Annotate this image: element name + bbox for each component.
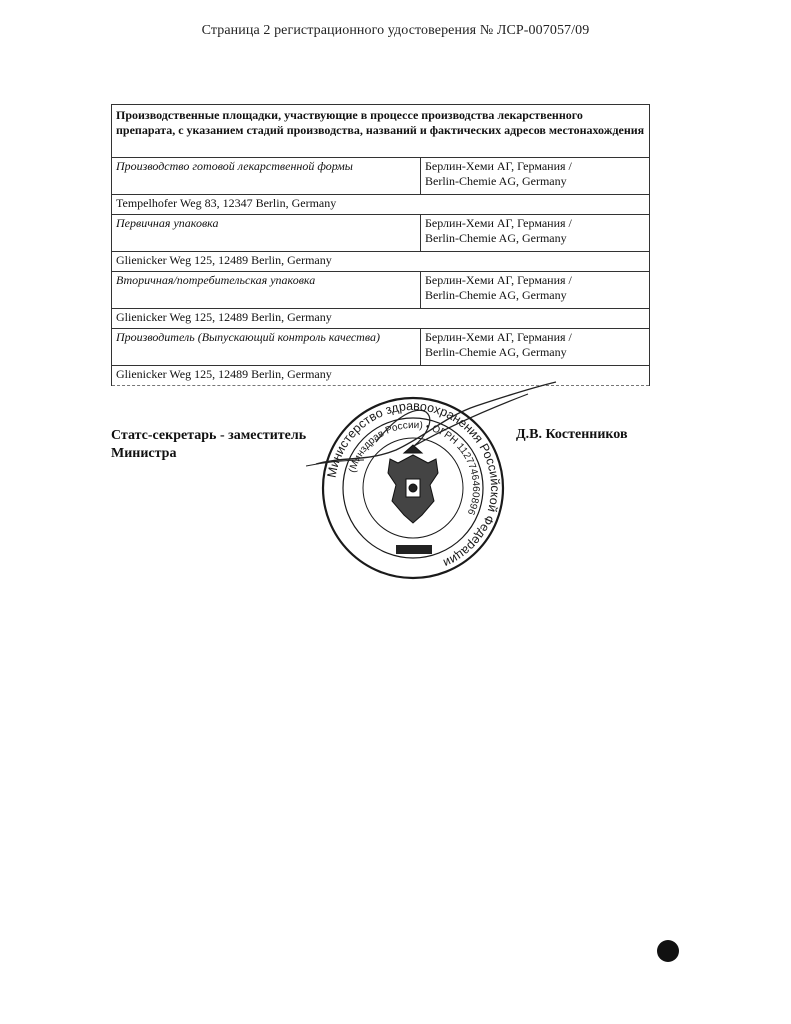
seal-number-strip xyxy=(396,545,432,554)
signer-title-line: Министра xyxy=(111,446,177,461)
table-row xyxy=(112,215,650,252)
stage-cell: Первичная упаковка xyxy=(112,215,421,252)
handwritten-signature xyxy=(306,376,566,486)
page-marker-dot xyxy=(657,940,679,962)
company-name-en: Berlin-Chemie AG, Germany xyxy=(425,288,567,302)
page-header: Страница 2 регистрационного удостоверения № ЛСР-007057/09 xyxy=(201,23,590,38)
table-heading: Производственные площадки, участвующие в процессе производства лекарственного препарата, с указанием стадий производства, названий и фактических адресов местонахождения xyxy=(112,105,650,158)
company-name-en: Berlin-Chemie AG, Germany xyxy=(425,174,567,188)
table-row xyxy=(112,195,650,215)
table-header-row xyxy=(112,105,650,158)
address-cell: Glienicker Weg 125, 12489 Berlin, Germany xyxy=(112,252,650,272)
company-cell xyxy=(421,272,650,309)
company-name-ru: Берлин-Хеми АГ, Германия / xyxy=(425,159,572,173)
company-name-ru: Берлин-Хеми АГ, Германия / xyxy=(425,330,572,344)
company-cell xyxy=(421,158,650,195)
seal-inner-text: (Минздрав России) • ОГРН 1127746460896 xyxy=(347,419,482,517)
company-name-en: Berlin-Chemie AG, Germany xyxy=(425,231,567,245)
company-name-en: Berlin-Chemie AG, Germany xyxy=(425,345,567,359)
address-cell: Glienicker Weg 125, 12489 Berlin, Germany xyxy=(112,366,650,386)
address-cell: Tempelhofer Weg 83, 12347 Berlin, Germany xyxy=(112,195,650,215)
signer-name: Д.В. Костенников xyxy=(516,427,628,442)
seal-outer-text: Министерство здравоохранения Российской Федерации xyxy=(324,398,503,571)
signer-title-line: Статс-секретарь - заместитель xyxy=(111,428,307,443)
table-row xyxy=(112,272,650,309)
company-name-ru: Берлин-Хеми АГ, Германия / xyxy=(425,273,572,287)
stage-cell: Производитель (Выпускающий контроль качества) xyxy=(112,329,421,366)
production-sites-table xyxy=(111,104,650,386)
company-name-ru: Берлин-Хеми АГ, Германия / xyxy=(425,216,572,230)
table-row xyxy=(112,158,650,195)
table-row xyxy=(112,329,650,366)
address-cell: Glienicker Weg 125, 12489 Berlin, Germany xyxy=(112,309,650,329)
table-row xyxy=(112,252,650,272)
stage-cell: Производство готовой лекарственной формы xyxy=(112,158,421,195)
stage-cell: Вторичная/потребительская упаковка xyxy=(112,272,421,309)
company-cell xyxy=(421,215,650,252)
table-row xyxy=(112,309,650,329)
company-cell xyxy=(421,329,650,366)
